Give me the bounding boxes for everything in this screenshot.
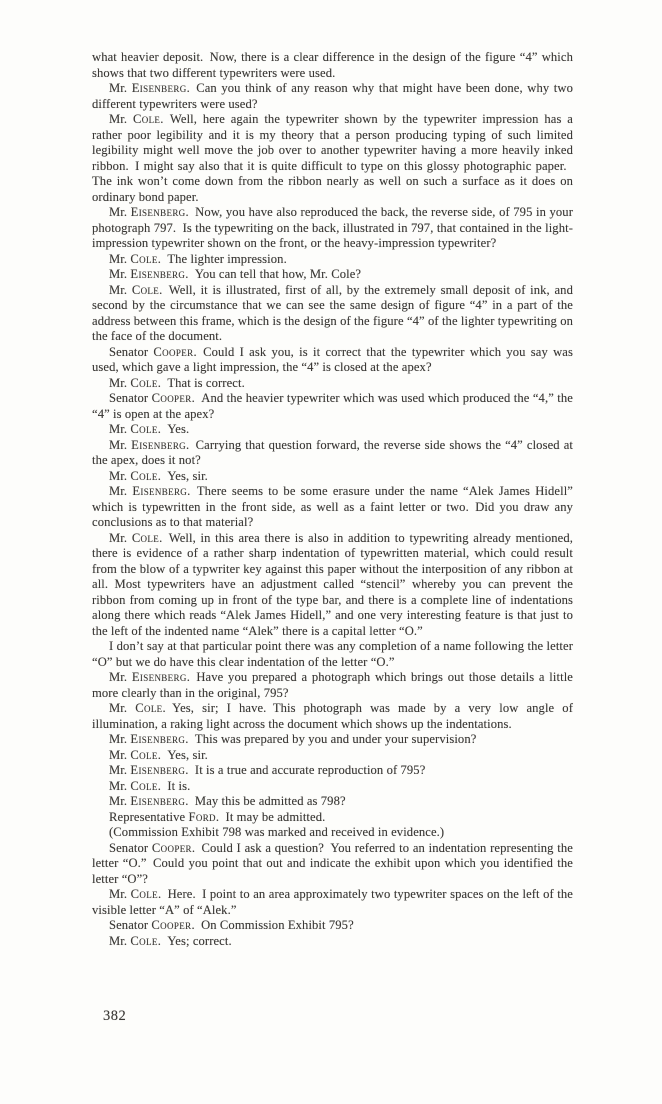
testimony-paragraph: Mr. Eisenberg. It is a true and accurate reproduction of 795?: [109, 763, 426, 777]
testimony-paragraph: (Commission Exhibit 798 was marked and received in evidence.): [109, 825, 445, 839]
testimony-paragraph: Mr. Eisenberg. Have you prepared a photograph which brings out those details a little more clearly than in the original, 795?: [92, 670, 573, 700]
page-number: 382: [103, 1008, 127, 1024]
testimony-paragraph: Mr. Eisenberg. Can you think of any reason why that might have been done, why two different typewriters were used?: [92, 81, 573, 111]
speaker-name: Mr. Cole: [109, 701, 163, 715]
testimony-paragraph: Mr. Cole. Yes.: [109, 422, 190, 436]
testimony-paragraph: Mr. Eisenberg. Carrying that question forward, the reverse side shows the “4” closed at the apex, does it not?: [92, 437, 573, 467]
testimony-paragraph: Senator Cooper. Could I ask you, is it correct that the typewriter which you say was used, which gave a light impression, the “4” is closed at the apex?: [92, 344, 573, 374]
testimony-paragraph: Mr. Cole. The lighter impression.: [109, 251, 287, 266]
speaker-name: Mr. Eisenberg: [109, 794, 186, 808]
testimony-paragraph: Mr. Eisenberg. There seems to be some erasure under the name “Alek James Hidell” which is typewritten in the front side, as well as a faint letter or two. Did you draw any conclusions as to that material?: [92, 484, 573, 529]
testimony-paragraph: what heavier deposit. Now, there is a clear difference in the design of the figure “4” which shows that two different typewriters were used.: [92, 50, 573, 80]
speaker-name: Mr. Eisenberg: [109, 437, 187, 452]
testimony-body: [92, 50, 573, 949]
testimony-paragraph: Mr. Cole. Yes, sir; I have. This photograph was made by a very low angle of illumination, a raking light across the document which shows up the indentations.: [92, 701, 573, 731]
testimony-paragraph: Mr. Eisenberg. This was prepared by you and under your supervision?: [109, 732, 477, 746]
speaker-name: Mr. Eisenberg: [109, 732, 186, 746]
testimony-paragraph: Mr. Cole. Well, it is illustrated, first of all, by the extremely small deposit of ink, and second by the circumstance that we can see the same design of figure “4” in a part of the address between this frame, which is the design of the figure “4” of the lighter typewriting on the face of the document.: [92, 282, 573, 343]
speaker-name: Mr. Eisenberg: [109, 670, 187, 684]
speaker-name: Mr. Cole: [109, 251, 158, 266]
testimony-paragraph: Senator Cooper. And the heavier typewriter which was used which produced the “4,” the “4” is open at the apex?: [92, 391, 573, 421]
testimony-paragraph: Mr. Cole. Well, in this area there is also in addition to typewriting already mentioned, there is evidence of a rather sharp indentation of typewritten material, which could result from the blow of a typwriter key against this paper without the interposition of any ribbon at all. Most typewriters have an adjustment called “stencil” whereby you can prevent the ribbon from coming up in front of the type bar, and there is a complete line of indentations along there which reads “Alek James Hidell,” and one very interesting feature is that just to the left of the indented name “Alek” there is a capital letter “O.”: [92, 530, 573, 638]
testimony-paragraph: Representative Ford. It may be admitted.: [109, 809, 326, 824]
testimony-paragraph: Mr. Cole. Yes, sir.: [109, 468, 208, 483]
speaker-name: Senator Cooper: [109, 840, 192, 855]
speaker-name: Mr. Eisenberg: [109, 205, 186, 219]
speaker-name: Mr. Cole: [109, 747, 158, 762]
testimony-paragraph: Senator Cooper. On Commission Exhibit 795?: [109, 918, 354, 932]
testimony-paragraph: Mr. Cole. It is.: [109, 778, 191, 793]
testimony-paragraph: Senator Cooper. Could I ask a question? You referred to an indentation representing the letter “O.” Could you point that out and indicate the exhibit upon which you identified the letter “O”?: [92, 840, 573, 886]
speaker-name: Mr. Cole: [109, 468, 158, 483]
testimony-paragraph: Mr. Cole. Yes; correct.: [109, 933, 232, 948]
speaker-name: Mr. Cole: [109, 375, 158, 390]
speaker-name: Mr. Eisenberg: [109, 81, 187, 95]
speaker-name: Mr. Eisenberg: [109, 267, 186, 281]
testimony-paragraph: Mr. Eisenberg. You can tell that how, Mr. Cole?: [109, 267, 362, 281]
testimony-paragraph: Mr. Cole. Well, here again the typewriter shown by the typewriter impression has a rather poor legibility and it is my theory that a person producing typing of such limited legibility might well move the job over to another typewriter having a more heavily inked ribbon. I might say also that it is quite difficult to type on this glossy photographic paper. The ink won’t come down from the ribbon nearly as well on such a surface as it does on ordinary bond paper.: [92, 112, 573, 204]
testimony-paragraph: Mr. Cole. That is correct.: [109, 375, 245, 390]
speaker-name: Mr. Cole: [109, 933, 158, 948]
speaker-name: Mr. Cole: [109, 282, 160, 297]
testimony-paragraph: Mr. Cole. Here. I point to an area approximately two typewriter spaces on the left of the visible letter “A” of “Alek.”: [92, 887, 573, 917]
speaker-name: Senator Cooper: [109, 344, 194, 359]
speaker-name: Mr. Cole: [109, 887, 158, 901]
speaker-name: Mr. Cole: [109, 530, 160, 545]
testimony-paragraph: Mr. Cole. Yes, sir.: [109, 747, 208, 762]
testimony-paragraph: I don’t say at that particular point there was any completion of a name following the letter “O” but we do have this clear indentation of the letter “O.”: [92, 639, 573, 669]
speaker-name: Mr. Cole: [109, 778, 158, 793]
speaker-name: Mr. Eisenberg: [109, 763, 186, 777]
speaker-name: Senator Cooper: [109, 391, 192, 405]
speaker-name: Representative Ford: [109, 809, 216, 824]
testimony-paragraph: Mr. Eisenberg. May this be admitted as 798?: [109, 794, 346, 808]
speaker-name: Mr. Eisenberg: [109, 484, 188, 498]
speaker-name: Senator Cooper: [109, 918, 192, 932]
speaker-name: Mr. Cole: [109, 112, 161, 126]
testimony-paragraph: Mr. Eisenberg. Now, you have also reproduced the back, the reverse side, of 795 in your photograph 797. Is the typewriting on the back, illustrated in 797, that contained in the light-impression typewriter shown on the front, or the heavy-impression typewriter?: [92, 205, 573, 250]
speaker-name: Mr. Cole: [109, 422, 158, 436]
